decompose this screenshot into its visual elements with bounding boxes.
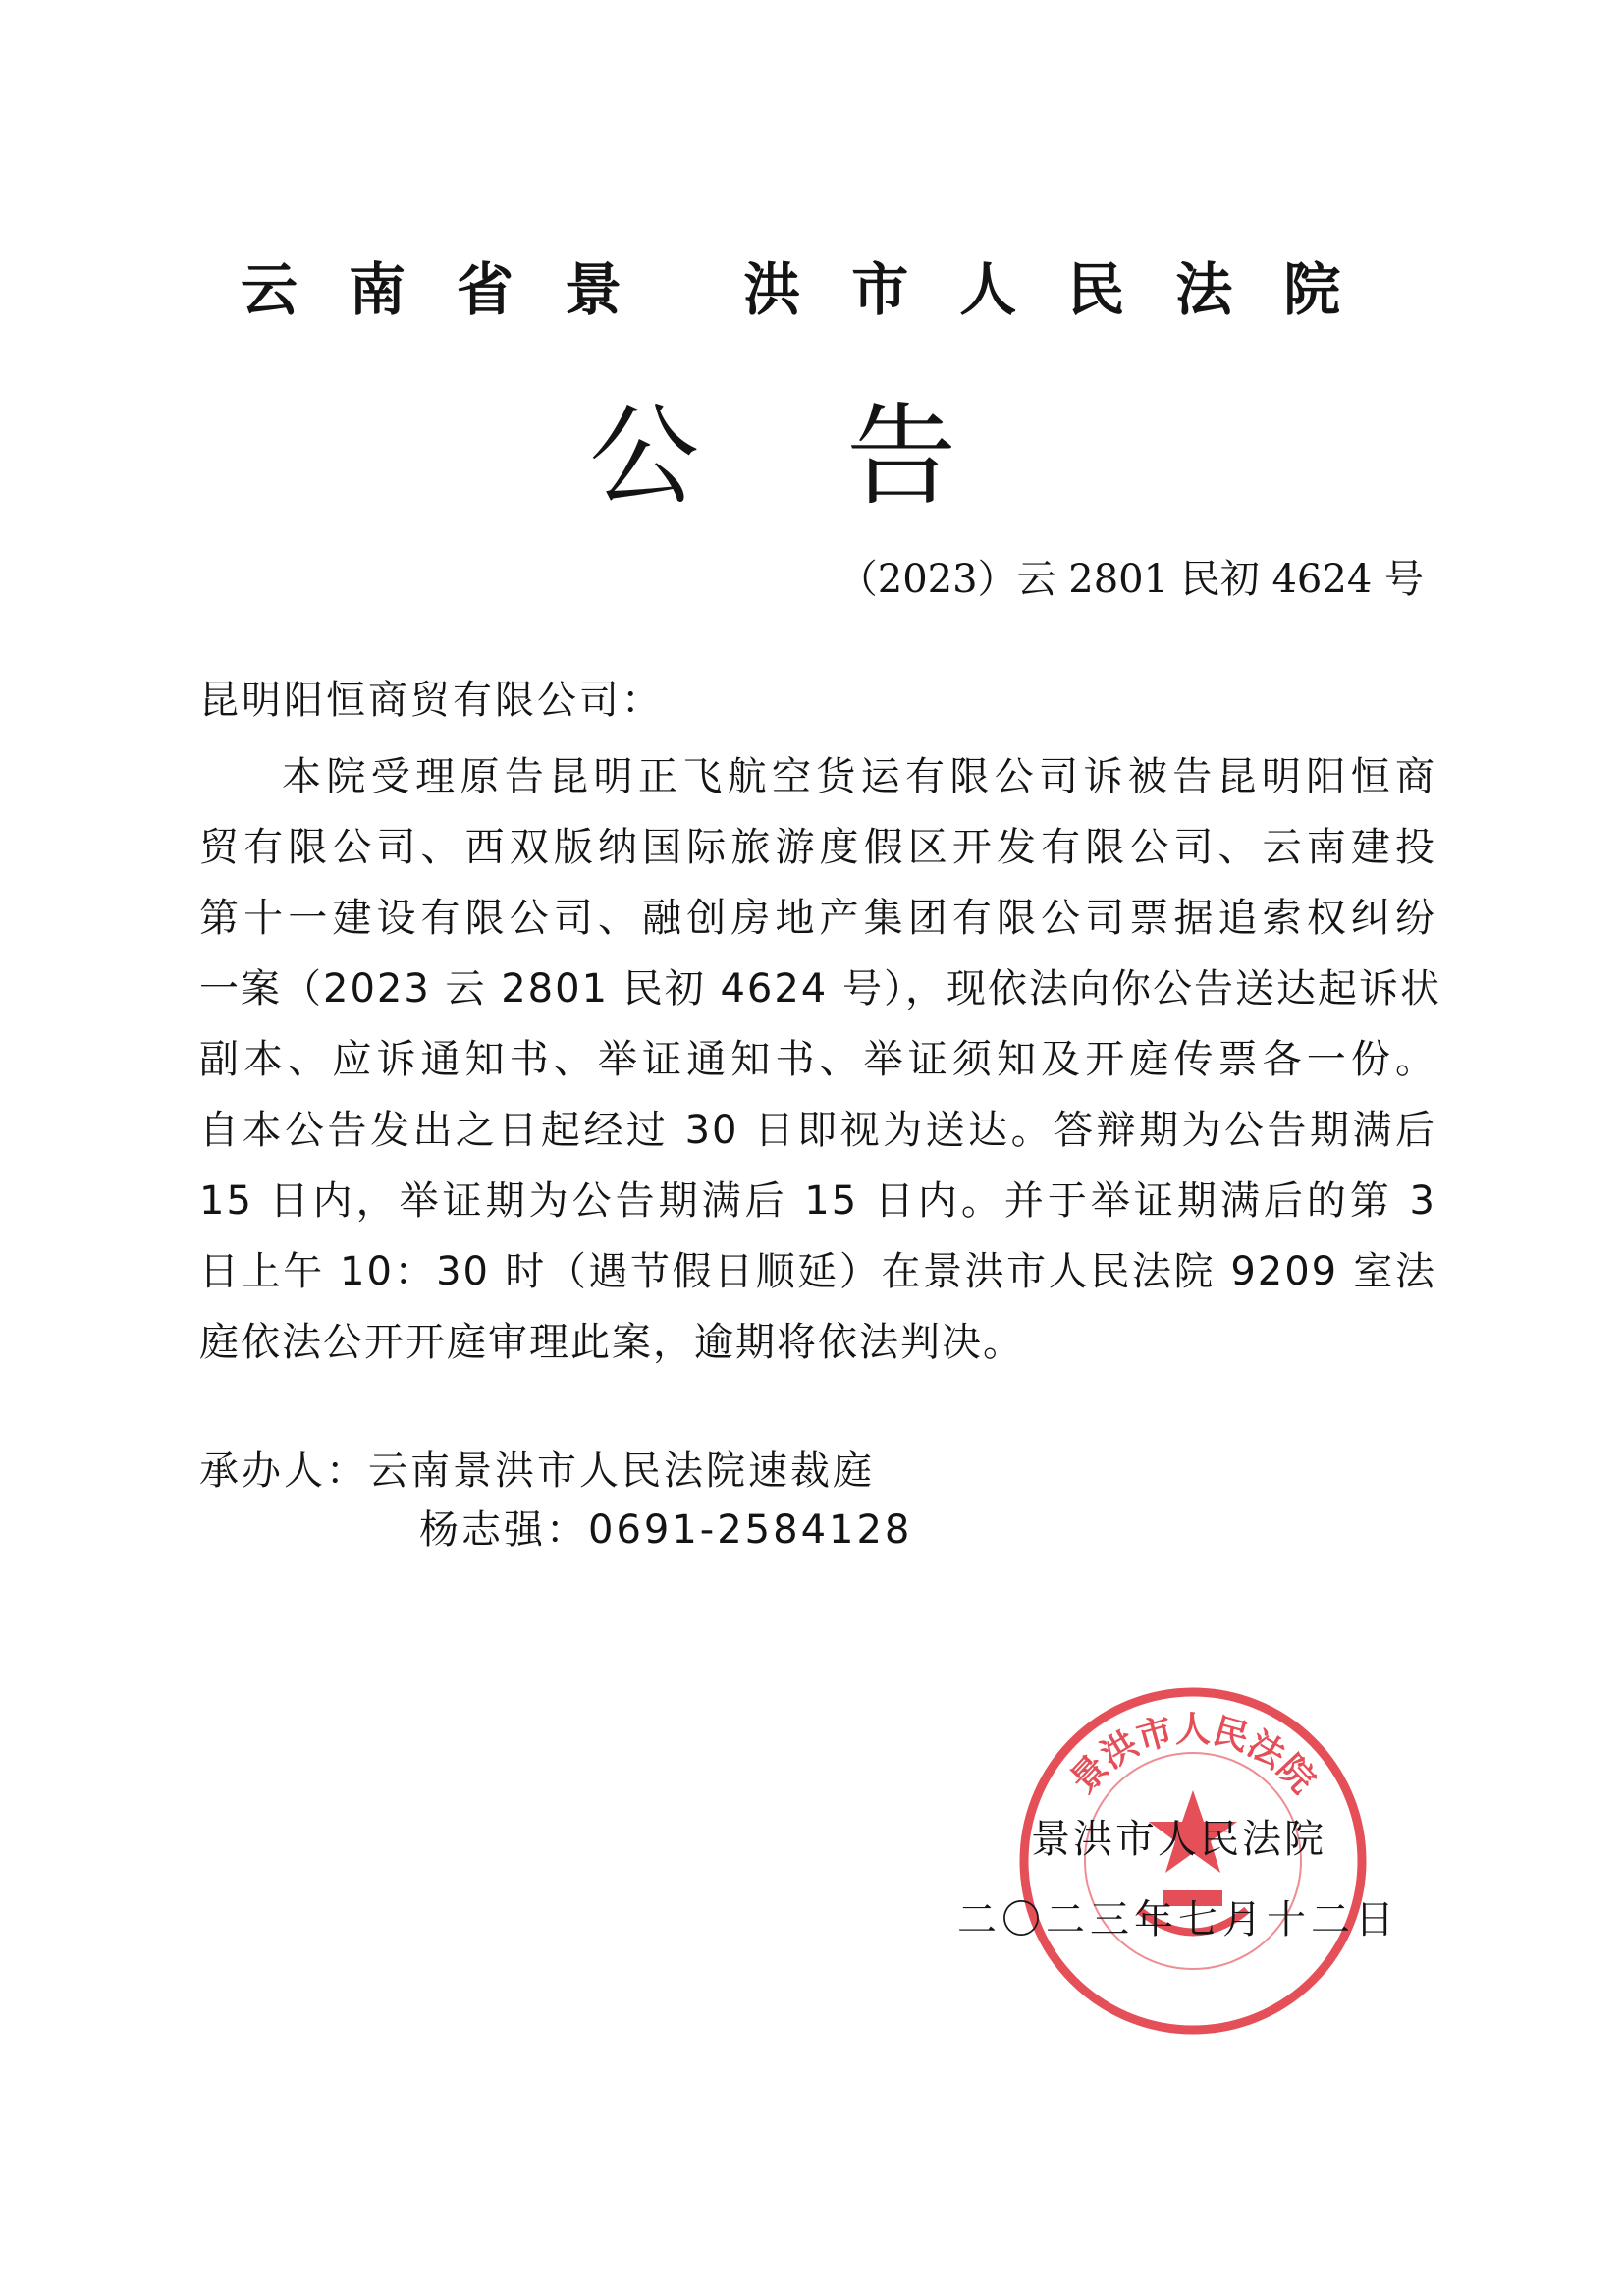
body-line: 副本、应诉通知书、举证通知书、举证须知及开庭传票各一份。 <box>199 1037 1436 1082</box>
body-line: 15 日内，举证期为公告期满后 15 日内。并于举证期满后的第 3 <box>199 1178 1436 1224</box>
body-line: 一案（2023 云 2801 民初 4624 号），现依法向你公告送达起诉状 <box>199 966 1441 1011</box>
signature-date: 二〇二三年七月十二日 <box>957 1897 1399 1942</box>
body-line: 庭依法公开开庭审理此案，逾期将依法判决。 <box>199 1320 1024 1365</box>
court-name-heading: 云南省景 洪市人民法院 <box>241 256 1392 323</box>
body-line: 自本公告发出之日起经过 30 日即视为送达。答辩期为公告期满后 <box>199 1108 1436 1153</box>
handler-line: 承办人：云南景洪市人民法院速裁庭 <box>199 1449 875 1494</box>
document-title: 公告 <box>589 393 1104 520</box>
body-line: 第十一建设有限公司、融创房地产集团有限公司票据追索权纠纷 <box>199 896 1436 941</box>
case-number: （2023）云 2801 民初 4624 号 <box>838 557 1424 602</box>
handler-contact: 杨志强：0691-2584128 <box>419 1507 913 1553</box>
signature-court-name: 景洪市人民法院 <box>1031 1817 1326 1862</box>
notice-body <box>199 741 1441 1378</box>
seal-text: 景洪市人民法院 <box>1062 1710 1324 1802</box>
body-line: 本院受理原告昆明正飞航空货运有限公司诉被告昆明阳恒商 <box>282 754 1436 799</box>
body-line: 日上午 10：30 时（遇节假日顺延）在景洪市人民法院 9209 室法 <box>199 1249 1436 1294</box>
body-line: 贸有限公司、西双版纳国际旅游度假区开发有限公司、云南建投 <box>199 825 1436 870</box>
addressee: 昆明阳恒商贸有限公司： <box>199 678 664 723</box>
